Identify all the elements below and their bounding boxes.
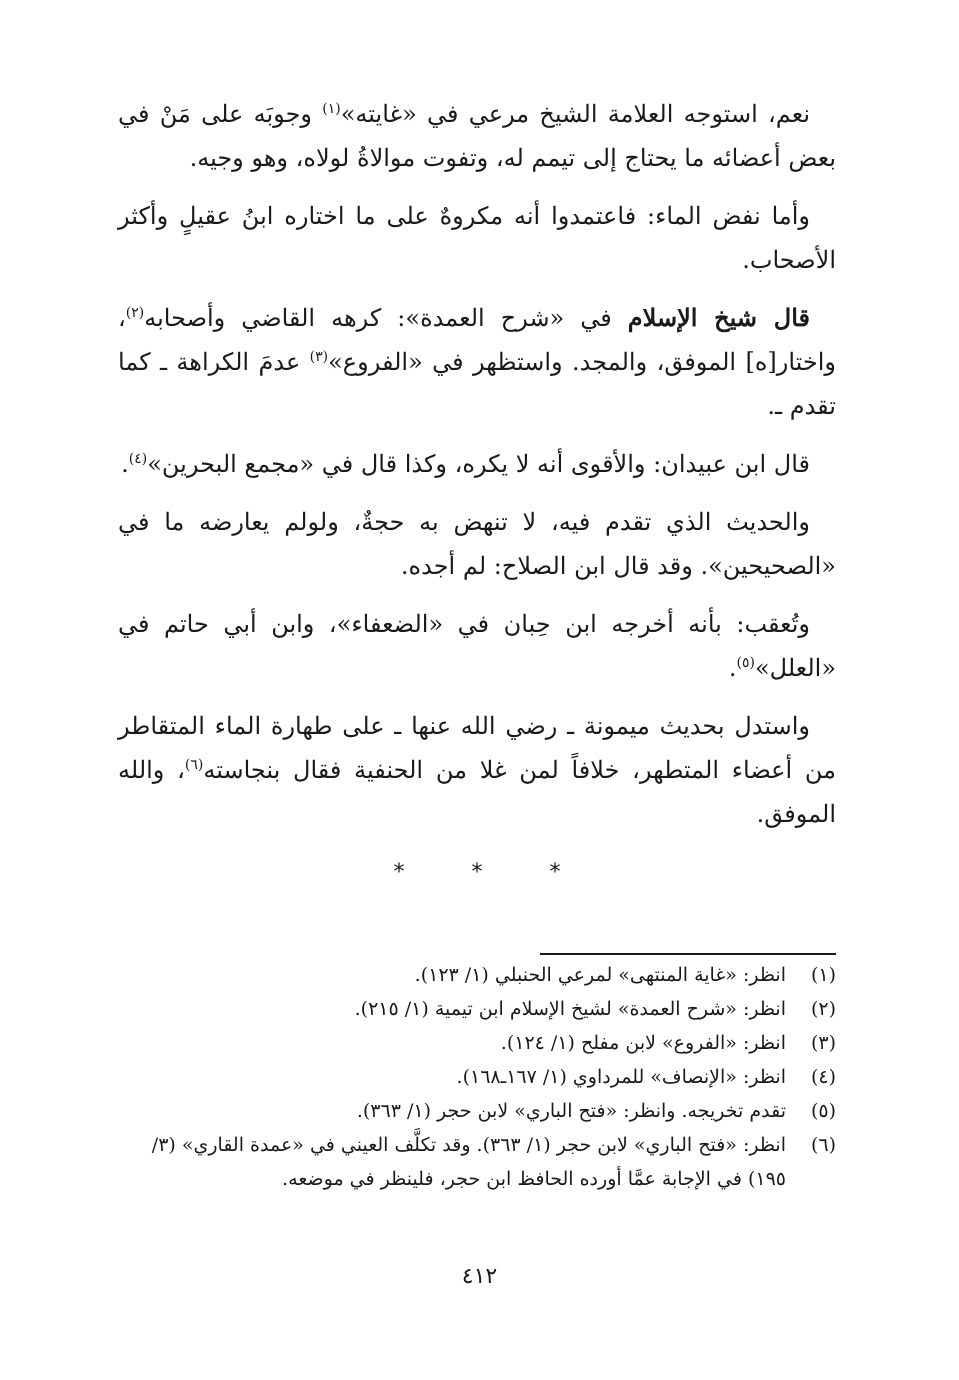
footnote [118, 1094, 836, 1128]
footnote-ref-1[interactable]: (١) [322, 101, 341, 117]
footnote [118, 1128, 836, 1196]
paragraph-5 [118, 500, 836, 588]
footnote-number: (٥) [810, 1100, 836, 1122]
footnote-ref-6[interactable]: (٦) [184, 757, 204, 773]
footnote-text: انظر: «الإنصاف» للمرداوي (١/ ١٦٧ـ١٦٨). [456, 1066, 786, 1088]
footnote-text: تقدم تخريجه. وانظر: «فتح الباري» لابن حجر (١/ ٣٦٣). [356, 1100, 786, 1122]
footnote-ref-5[interactable]: (٥) [736, 655, 755, 671]
footnotes [118, 958, 836, 1196]
footnote-text: انظر: «الفروع» لابن مفلح (١/ ١٢٤). [500, 1032, 786, 1054]
footnote [118, 1026, 836, 1060]
footnote-ref-2[interactable]: (٢) [125, 305, 145, 321]
paragraph-7 [118, 704, 836, 836]
paragraph-text: ، والله الموفق. [118, 756, 836, 828]
paragraph-text: وتُعقب: بأنه أخرجه ابن حِبان في «الضعفاء»، وابن أبي حاتم في «العلل» [118, 610, 836, 682]
paragraph-text: وأما نفض الماء: فاعتمدوا أنه مكروهٌ على ما اختاره ابنُ عقيلٍ وأكثر الأصحاب. [118, 202, 836, 274]
footnote-text: انظر: «شرح العمدة» لشيخ الإسلام ابن تيمية (١/ ٢١٥). [354, 998, 786, 1020]
paragraph-text: في «شرح العمدة»: كرهه القاضي وأصحابه [144, 304, 628, 332]
footnote [118, 992, 836, 1026]
paragraph-3 [118, 296, 836, 428]
paragraph-text: وجوبَه على مَنْ في بعض أعضائه ما يحتاج إلى تيمم له، وتفوت موالاةُ لولاه، وهو وجيه. [118, 100, 836, 172]
footnote-ref-3[interactable]: (٣) [309, 349, 329, 365]
footnote-text: انظر: «فتح الباري» لابن حجر (١/ ٣٦٣). وقد تكلَّف العيني في «عمدة القاري» (٣/ ١٩٥) في الإجابة عمَّا أورده الحافظ ابن حجر، فلينظر في موضعه. [151, 1134, 786, 1190]
page-number: ٤١٢ [461, 1264, 498, 1289]
paragraph-text: عدمَ الكراهة ـ كما تقدم ـ. [118, 348, 836, 420]
footnote-text: انظر: «غاية المنتهى» لمرعي الحنبلي (١/ ١٢٣). [414, 964, 786, 986]
bold-heading-text: قال شيخ الإسلام [627, 303, 811, 332]
paragraph-1 [118, 92, 836, 180]
main-text [118, 92, 836, 885]
footnote-number: (٦) [810, 1134, 836, 1156]
paragraph-text: نعم، استوجه العلامة الشيخ مرعي في «غايته» [340, 100, 810, 128]
footnote-number: (٣) [810, 1032, 836, 1054]
section-separator: * * * [393, 860, 591, 885]
footnote-number: (٢) [810, 998, 836, 1020]
footnote-divider [540, 953, 836, 955]
paragraph-text: والحديث الذي تقدم فيه، لا تنهض به حجةٌ، ولولم يعارضه ما في «الصحيحين». وقد قال ابن الصلاح: لم أجده. [118, 508, 836, 580]
paragraph-4 [118, 442, 836, 486]
footnote-ref-4[interactable]: (٤) [128, 451, 148, 467]
paragraph-text: واستدل بحديث ميمونة ـ رضي الله عنها ـ على طهارة الماء المتقاطر من أعضاء المتطهر، خلافاً لمن غلا من الحنفية فقال بنجاسته [118, 712, 837, 784]
footnote-number: (١) [810, 964, 836, 986]
paragraph-text: . [121, 450, 129, 478]
footnote [118, 958, 836, 992]
paragraph-text: . [728, 654, 737, 682]
footnote-number: (٤) [810, 1066, 836, 1088]
paragraph-text: قال ابن عبيدان: والأقوى أنه لا يكره، وكذا قال في «مجمع البحرين» [147, 450, 810, 478]
paragraph-6 [118, 602, 836, 690]
footnote [118, 1060, 836, 1094]
paragraph-text: ، واختار[ه] الموفق، والمجد. واستظهر في «الفروع» [118, 304, 836, 376]
paragraph-2 [118, 194, 836, 282]
